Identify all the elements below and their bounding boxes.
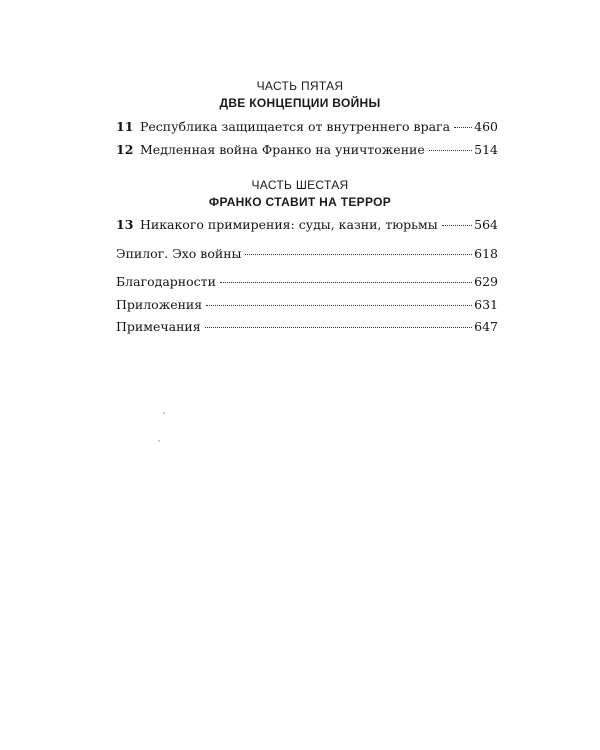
toc-entry[interactable] xyxy=(116,274,498,290)
page-number: 514 xyxy=(474,142,498,157)
dot-leader xyxy=(206,305,472,306)
part-label: ЧАСТЬ ПЯТАЯ xyxy=(256,79,344,93)
toc-entry[interactable] xyxy=(116,217,498,233)
dot-leader xyxy=(245,254,472,255)
part-six-header xyxy=(100,177,500,211)
dot-leader xyxy=(220,282,472,283)
dot-leader xyxy=(205,327,473,328)
dot-leader xyxy=(454,127,472,128)
chapter-title: Никакого примирения: суды, казни, тюрьмы xyxy=(140,217,438,232)
entry-title: Эпилог. Эхо войны xyxy=(116,246,242,261)
part-label: ЧАСТЬ ШЕСТАЯ xyxy=(251,178,349,192)
toc-entry[interactable] xyxy=(116,142,498,158)
page-number: 618 xyxy=(474,246,498,261)
scan-speck xyxy=(163,412,165,414)
toc-entry[interactable] xyxy=(116,297,498,313)
part-title: ФРАНКО СТАВИТ НА ТЕРРОР xyxy=(208,195,392,209)
toc-entry[interactable] xyxy=(116,319,498,335)
chapter-title: Республика защищается от внутреннего врага xyxy=(140,119,451,134)
dot-leader xyxy=(429,150,472,151)
toc-entry[interactable] xyxy=(116,246,498,262)
entry-title: Примечания xyxy=(116,319,201,334)
page-number: 629 xyxy=(474,274,498,289)
part-title: ДВЕ КОНЦЕПЦИИ ВОЙНЫ xyxy=(219,96,381,110)
page-number: 460 xyxy=(474,119,498,134)
chapter-number: 13 xyxy=(116,217,134,232)
entry-title: Приложения xyxy=(116,297,203,312)
entry-title: Благодарности xyxy=(116,274,216,289)
part-five-header xyxy=(100,78,500,112)
chapter-number: 11 xyxy=(116,119,134,134)
page-number: 564 xyxy=(474,217,498,232)
scan-speck xyxy=(158,440,160,442)
dot-leader xyxy=(442,225,472,226)
chapter-number: 12 xyxy=(116,142,134,157)
page-number: 631 xyxy=(474,297,498,312)
toc-entry[interactable] xyxy=(116,119,498,135)
page-number: 647 xyxy=(474,319,498,334)
chapter-title: Медленная война Франко на уничтожение xyxy=(140,142,425,157)
